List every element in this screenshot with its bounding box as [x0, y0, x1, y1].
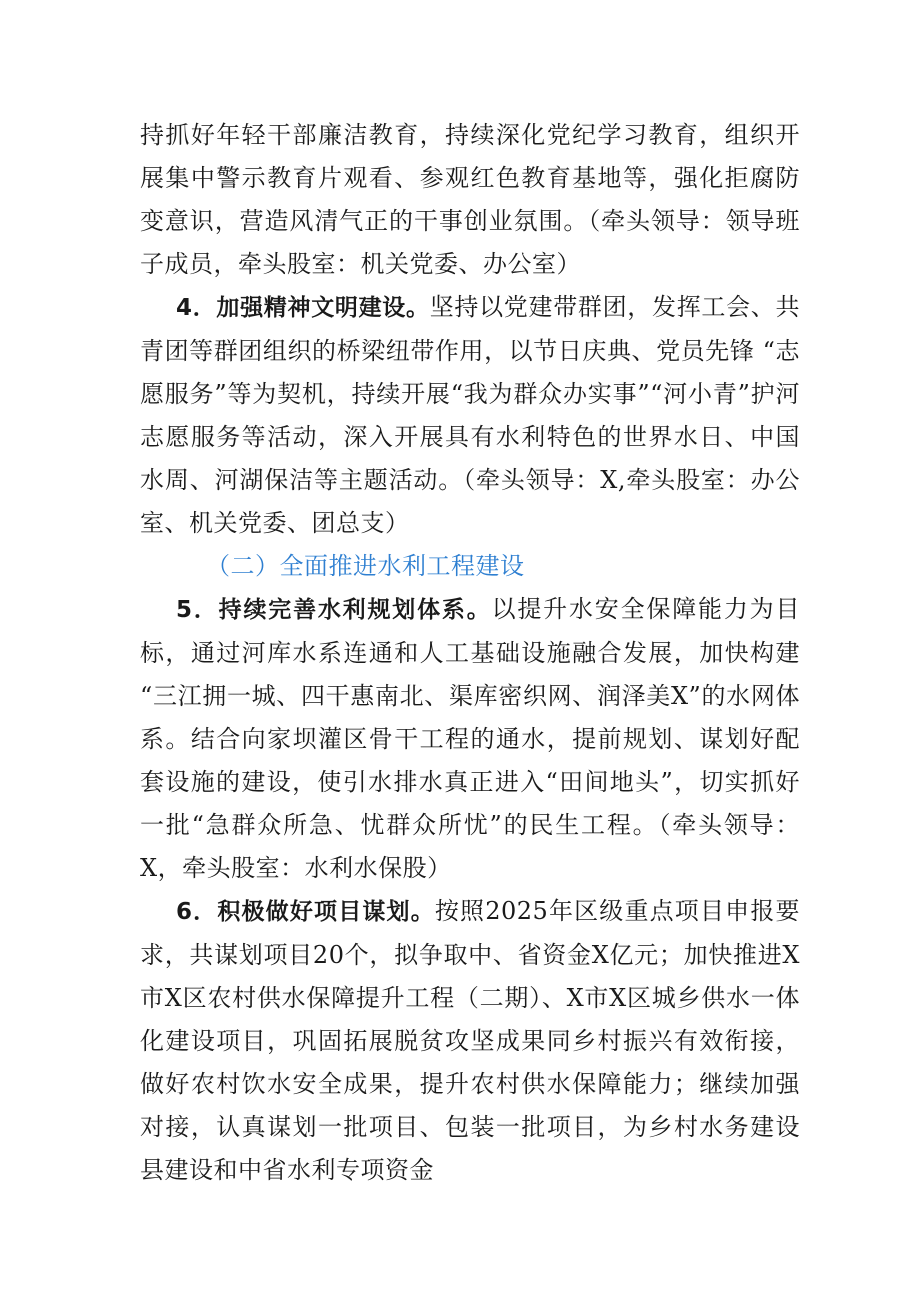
item-6-lead: 6．积极做好项目谋划。	[176, 899, 435, 925]
item-4-body: 坚持以党建带群团，发挥工会、共青团等群团组织的桥梁纽带作用，以节日庆典、党员先锋 “志愿服务”等为契机，持续开展“我为群众办实事”“河小青”护河志愿服务等活动，深入开展具有水利特色的世界水日、中国水周、河湖保洁等主题活动。（牵头领导：X,牵头股室：办公室、机关党委、团总支）	[140, 293, 800, 537]
paragraph-item-4	[140, 286, 800, 545]
paragraph-continued: 持抓好年轻干部廉洁教育，持续深化党纪学习教育，组织开展集中警示教育片观看、参观红色教育基地等，强化拒腐防变意识，营造风清气正的干事创业氛围。（牵头领导：领导班子成员，牵头股室：机关党委、办公室）	[140, 121, 800, 278]
section-2-heading: （二）全面推进水利工程建设	[206, 552, 525, 580]
paragraph-item-6	[140, 890, 800, 1192]
item-6-body: 按照2025年区级重点项目申报要求，共谋划项目20个，拟争取中、省资金X亿元；加快推进X市X区农村供水保障提升工程（二期）、X市X区城乡供水一体化建设项目，巩固拓展脱贫攻坚成果同乡村振兴有效衔接，做好农村饮水安全成果，提升农村供水保障能力；继续加强对接，认真谋划一批项目、包装一批项目，为乡村水务建设县建设和中省水利专项资金	[140, 897, 800, 1184]
document-body	[140, 114, 800, 1192]
item-5-lead: 5．持续完善水利规划体系。	[176, 597, 492, 623]
paragraph-item-5	[140, 588, 800, 890]
item-4-lead: 4．加强精神文明建设。	[176, 295, 430, 321]
item-5-body: 以提升水安全保障能力为目标，通过河库水系连通和人工基础设施融合发展，加快构建 “三江拥一城、四干惠南北、渠库密织网、润泽美X”的水网体系。结合向家坝灌区骨干工程的通水，提前规划、谋划好配套设施的建设，使引水排水真正进入“田间地头”，切实抓好一批“急群众所急、忧群众所忧”的民生工程。（牵头领导：X，牵头股室：水利水保股）	[140, 595, 800, 882]
